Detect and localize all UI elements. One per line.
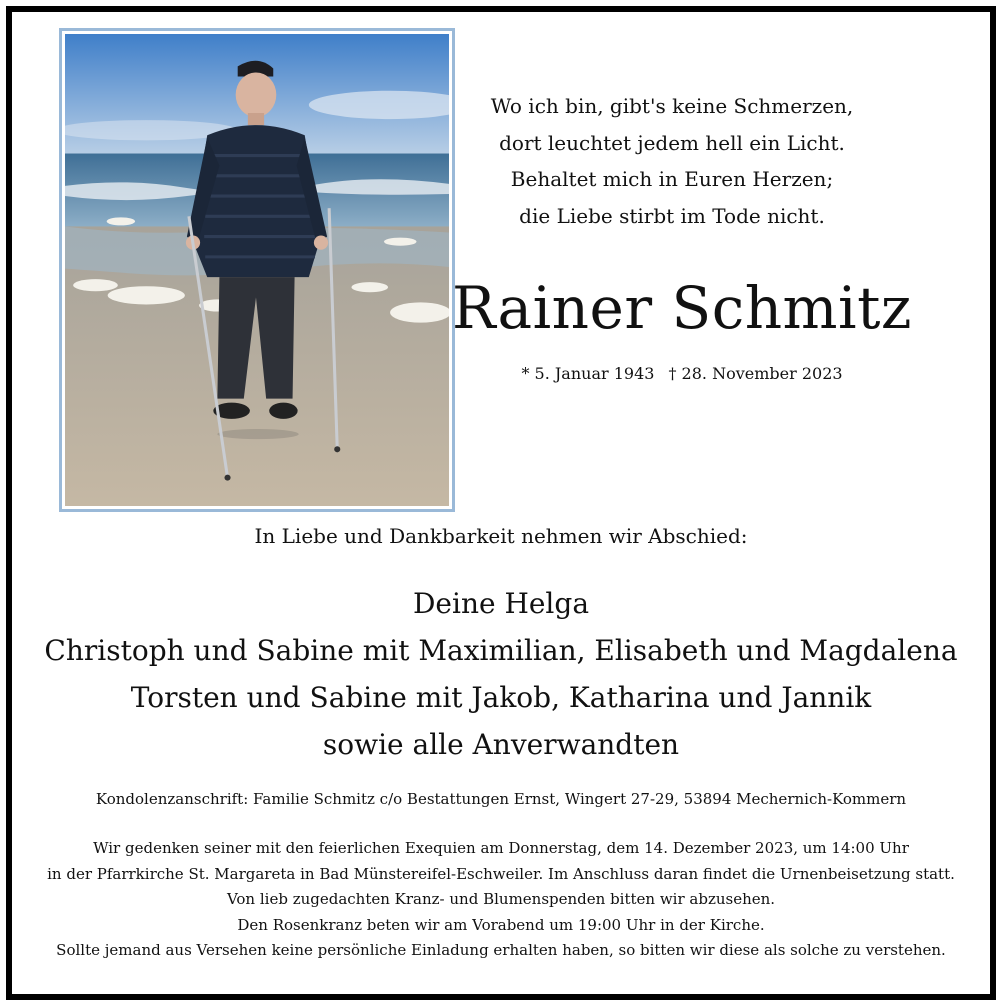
portrait-frame xyxy=(59,28,455,512)
birth-date: * 5. Januar 1943 xyxy=(521,364,655,383)
condolence-address: Kondolenzanschrift: Familie Schmitz c/o Bestattungen Ernst, Wingert 27-29, 53894 Mechernich-Kommern xyxy=(95,790,907,808)
mourner-line: Deine Helga xyxy=(412,587,590,620)
life-dates xyxy=(482,364,882,383)
notice-line: Sollte jemand aus Versehen keine persönliche Einladung erhalten haben, so bitten wir diese als solche zu verstehen. xyxy=(56,941,946,959)
notice-line: Wir gedenken seiner mit den feierlichen Exequien am Donnerstag, dem 14. Dezember 2023, um 14:00 Uhr xyxy=(93,839,909,857)
poem-line: Behaltet mich in Euren Herzen; xyxy=(510,167,834,191)
poem-line: die Liebe stirbt im Tode nicht. xyxy=(519,203,825,228)
deceased-name: Rainer Schmitz xyxy=(452,274,912,342)
mourners-list xyxy=(12,580,990,768)
notice-line: Von lieb zugedachten Kranz- und Blumenspenden bitten wir abzusehen. xyxy=(226,890,776,908)
farewell-line: In Liebe und Dankbarkeit nehmen wir Abschied: xyxy=(254,524,748,548)
poem-line: Wo ich bin, gibt's keine Schmerzen, xyxy=(490,94,854,118)
mourner-line: Christoph und Sabine mit Maximilian, Elisabeth und Magdalena xyxy=(44,634,958,667)
mourner-line: sowie alle Anverwandten xyxy=(322,728,680,761)
funeral-notice xyxy=(12,836,990,964)
notice-line: Den Rosenkranz beten wir am Vorabend um 19:00 Uhr in der Kirche. xyxy=(237,915,765,934)
mourner-line: Torsten und Sabine mit Jakob, Katharina und Jannik xyxy=(130,681,872,714)
obituary-card xyxy=(6,6,996,1000)
death-date: † 28. November 2023 xyxy=(668,364,843,383)
portrait-photo-icon xyxy=(65,34,449,506)
memorial-poem xyxy=(482,88,862,234)
notice-line: in der Pfarrkirche St. Margareta in Bad Münstereifel-Eschweiler. Im Anschluss daran findet die Urnenbeisetzung statt. xyxy=(47,864,955,883)
poem-line: dort leuchtet jedem hell ein Licht. xyxy=(499,130,845,155)
